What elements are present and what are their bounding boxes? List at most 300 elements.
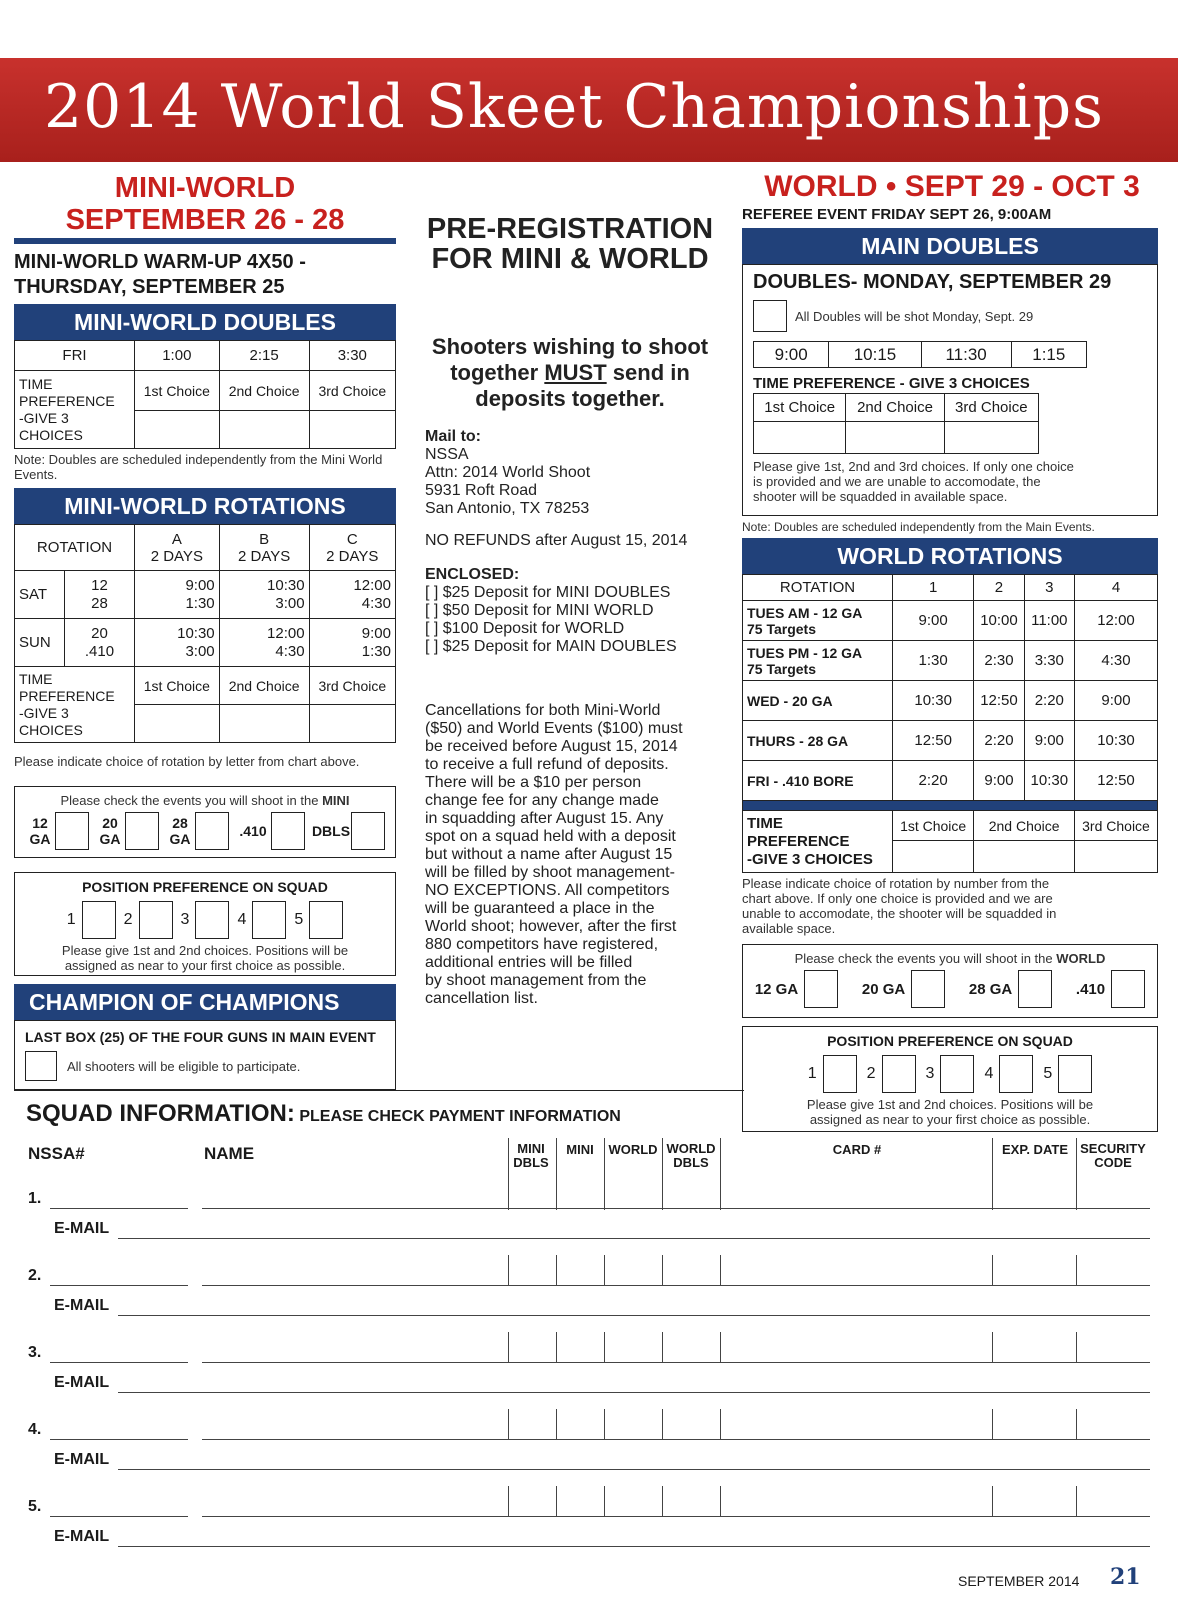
world-pos-4-box[interactable] [999,1055,1033,1093]
champion-note: All shooters will be eligible to participate. [67,1058,301,1074]
shooters-note [420,334,720,412]
world-rot-note-4: available space. [742,921,836,936]
world-rot-row-1-label [743,601,893,641]
payment-divider [662,1200,663,1210]
mini-pos-1 [67,901,116,939]
enclosed-item-2[interactable]: [ ] $50 Deposit for MINI WORLD [425,602,654,619]
rot-col-a-letter: A [171,530,182,548]
mini-pos-4 [237,901,286,939]
main-time-4[interactable]: 1:15 [1011,342,1086,368]
payment-divider [508,1200,509,1210]
sat-c-1: 12:00 [353,576,391,594]
col-name: NAME [204,1144,255,1163]
mini-dates: SEPTEMBER 26 - 28 [65,204,345,236]
world-rot-choice-3-input[interactable] [1074,841,1157,873]
world-pos-2-label: 2 [866,1065,876,1082]
col-world-dbls [662,1142,720,1170]
warmup-line-1: MINI-WORLD WARM-UP 4X50 - [14,251,306,273]
page-number: 21 [1110,1564,1141,1590]
email-label: E-MAIL [54,1528,110,1545]
mini-event-12-b: GA [29,831,51,847]
rot-4-2: 2:20 [974,721,1024,761]
payment-divider [720,1409,721,1439]
payment-divider [992,1200,993,1210]
address-line-2: Attn: 2014 World Shoot [425,464,591,481]
payment-divider [662,1486,663,1516]
world-pos-1-box[interactable] [823,1055,857,1093]
payment-divider [662,1255,663,1285]
hdr-div-4 [662,1138,663,1206]
main-time-3[interactable]: 11:30 [921,342,1011,368]
email-field[interactable] [118,1315,1150,1316]
mail-label: Mail to: [425,428,481,445]
all-doubles-row [753,300,1157,332]
payment-divider [604,1255,605,1285]
world-rot-choice-2-input[interactable] [974,841,1075,873]
mini-position-box [14,872,396,976]
mini-pos-2-label: 2 [123,911,133,928]
main-choice-1-input[interactable] [754,422,846,454]
world-pos-5-label: 5 [1043,1065,1053,1082]
cancel-line-10: will be filled by shoot management- [425,864,675,881]
rot-pref-l4: CHOICES [19,721,83,738]
world-rot-row-2-label [743,641,893,681]
rot-3-1: 10:30 [893,681,974,721]
mini-pos-3-box[interactable] [195,901,229,939]
doubles-time-3: 3:30 [309,341,395,371]
squad-row-number: 4. [28,1421,42,1438]
mini-pos-3-label: 3 [180,911,190,928]
squad-row-number: 3. [28,1344,42,1361]
mini-event-dbls-label: DBLS [311,823,351,839]
rot-choice-3: 3rd Choice [309,667,395,705]
pref-l4: CHOICES [19,426,83,443]
sun-ga-1: 20 [91,624,108,642]
enclosed-item-4[interactable]: [ ] $25 Deposit for MAIN DOUBLES [425,638,677,655]
mini-warmup [14,250,306,300]
email-label: E-MAIL [54,1374,110,1391]
mini-event-28-checkbox[interactable] [195,812,229,850]
world-position-note [743,1097,1157,1127]
rot-1-4: 12:00 [1074,601,1157,641]
world-position-note-2: assigned as near to your first choice as possible. [809,1112,1091,1127]
world-rot-col-3: 3 [1024,575,1074,601]
mini-event-20-b: GA [99,831,121,847]
mini-position-note-1: Please give 1st and 2nd choices. Positions will be [61,943,349,958]
mini-pos-5-label: 5 [294,911,304,928]
enclosed-label: ENCLOSED: [425,566,520,583]
payment-divider [604,1409,605,1439]
world-event-410-checkbox[interactable] [1111,970,1145,1008]
shooters-together: together [450,360,539,385]
rot-sun-b [219,619,309,667]
independent-note: Note: Doubles are scheduled independently from the Main Events. [742,520,1095,534]
world-rot-choice-1: 1st Choice [893,811,974,841]
rot-3-2: 12:50 [974,681,1024,721]
cancel-line-8: spot on a squad held with a deposit [425,828,676,845]
cancel-line-2: ($50) and World Events ($100) must [425,720,683,737]
rot-3-3: 2:20 [1024,681,1074,721]
mini-events-caption-bold: MINI [322,793,350,808]
mini-event-28-b: GA [169,831,191,847]
mini-event-12 [25,812,89,850]
mini-position-row [15,901,395,939]
rot-sat-c [309,571,395,619]
main-choice-1: 1st Choice [754,394,846,422]
col-mini-dbls-2: DBLS [513,1155,549,1170]
world-rot-col-2: 2 [974,575,1024,601]
rot-col-a-days: 2 DAYS [150,547,203,565]
world-rot-note-1: Please indicate choice of rotation by number from the [742,876,1050,891]
email-label: E-MAIL [54,1451,110,1468]
world-event-28 [969,970,1052,1008]
world-events-caption-bold: WORLD [1056,951,1106,966]
main-choice-2-input[interactable] [846,422,944,454]
mini-rotations-table [14,524,396,743]
world-event-12-checkbox[interactable] [804,970,838,1008]
mini-event-dbls-checkbox[interactable] [351,812,385,850]
mini-pos-2-box[interactable] [139,901,173,939]
world-rot-note-2: chart above. If only one choice is provided and we are [742,891,1053,906]
squad-title: SQUAD INFORMATION: [26,1100,295,1127]
doubles-choice-1-input[interactable] [135,411,220,449]
rot-col-a [135,525,220,571]
world-rot-row-5-label: FRI - .410 BORE [743,761,893,801]
cancel-line-6: change fee for any change made [425,792,659,809]
sun-a-2: 3:00 [185,642,215,660]
doubles-pref-label [15,371,135,449]
rot-choice-3-input[interactable] [309,705,395,743]
mini-rotations-bar: MINI-WORLD ROTATIONS [14,488,396,524]
rot-row-1-l1: TUES AM - 12 GA [747,604,863,621]
cancel-line-7: in squadding after August 15. Any [425,810,664,827]
mini-events-row [15,808,395,850]
world-pos-5-box[interactable] [1058,1055,1092,1093]
sun-b-1: 12:00 [267,624,305,642]
world-event-20 [862,970,945,1008]
world-rot-pref-label [743,811,893,873]
mini-event-28 [165,812,229,850]
sat-ga-1: 12 [91,576,108,594]
all-doubles-checkbox[interactable] [753,300,787,332]
email-field[interactable] [118,1469,1150,1470]
sun-b-2: 4:30 [275,642,305,660]
world-rotations-note [742,876,1158,936]
email-field[interactable] [118,1238,1150,1239]
world-event-20-checkbox[interactable] [911,970,945,1008]
prereg-title-1: PRE-REGISTRATION [426,213,714,245]
payment-divider [604,1332,605,1362]
payment-divider [1076,1409,1077,1439]
main-time-2[interactable]: 10:15 [829,342,921,368]
squad-top-rule [14,1090,744,1091]
world-events-caption [743,951,1157,966]
cancel-line-3: be received before August 15, 2014 [425,738,678,755]
world-pref-head: TIME PREFERENCE - GIVE 3 CHOICES [753,375,1030,392]
main-doubles-note [753,459,1149,504]
rot-1-2: 10:00 [974,601,1024,641]
rot-2-2: 2:30 [974,641,1024,681]
world-pos-4 [984,1055,1033,1093]
col-mini-dbls-1: MINI [517,1141,545,1156]
payment-divider [556,1332,557,1362]
col-security-1: SECURITY [1080,1141,1146,1156]
sun-c-2: 1:30 [361,642,391,660]
col-world-dbls-1: WORLD [666,1141,716,1156]
world-rot-col-1: 1 [893,575,974,601]
world-rot-note-3: unable to accomodate, the shooter will be squadded in [742,906,1057,921]
world-title: WORLD • SEPT 29 - OCT 3 [764,170,1140,203]
cancel-line-5: There will be a $10 per person [425,774,642,791]
cancel-line-1: Cancellations for both Mini-World [425,702,661,719]
col-world-dbls-2: DBLS [673,1155,709,1170]
mini-doubles-table [14,340,396,449]
name-field[interactable] [202,1208,1150,1209]
rot-2-3: 3:30 [1024,641,1074,681]
rot-row-sun-ga [65,619,135,667]
world-events-row [743,970,1157,1008]
rot-col-b-days: 2 DAYS [237,547,291,565]
rot-3-4: 9:00 [1074,681,1157,721]
world-rot-row-3-label: WED - 20 GA [743,681,893,721]
email-field[interactable] [118,1392,1150,1393]
rot-pref-label [15,667,135,743]
payment-divider [720,1486,721,1516]
main-time-1[interactable]: 9:00 [754,342,829,368]
world-event-410 [1076,970,1145,1008]
mini-event-410 [235,812,305,850]
doubles-day-heading: DOUBLES- MONDAY, SEPTEMBER 29 [753,271,1112,293]
payment-divider [1076,1486,1077,1516]
world-rotations-bar: WORLD ROTATIONS [742,538,1158,574]
world-position-note-1: Please give 1st and 2nd choices. Positions will be [806,1097,1094,1112]
doubles-choice-2-input[interactable] [219,411,309,449]
payment-divider [992,1255,993,1285]
mail-to [425,428,725,518]
world-event-28-checkbox[interactable] [1018,970,1052,1008]
doubles-time-2: 2:15 [219,341,309,371]
rot-5-4: 12:50 [1074,761,1157,801]
main-note-2: is provided and we are unable to accomodate, the [753,474,1041,489]
mini-event-28-a: 28 [172,815,188,831]
sat-a-1: 9:00 [185,576,215,594]
nssa-field[interactable] [50,1285,188,1286]
rot-5-3: 10:30 [1024,761,1074,801]
rot-row-sun-day: SUN [15,619,65,667]
world-pos-4-label: 4 [984,1065,994,1082]
world-rot-pref-2: -GIVE 3 CHOICES [747,850,873,868]
squad-heading [26,1100,621,1128]
squad-row-number: 5. [28,1498,42,1515]
main-doubles-bar: MAIN DOUBLES [742,228,1158,264]
mini-pos-2 [124,901,173,939]
sat-b-1: 10:30 [267,576,305,594]
payment-divider [508,1255,509,1285]
mini-event-dbls [311,812,385,850]
mini-pos-4-label: 4 [237,911,247,928]
world-rotations-table [742,574,1158,873]
doubles-choice-2: 2nd Choice [219,371,309,411]
main-choice-3: 3rd Choice [944,394,1038,422]
payment-divider [992,1332,993,1362]
rot-choice-2-input[interactable] [219,705,309,743]
shooters-send-in: send in [612,360,690,385]
rot-choice-1: 1st Choice [135,667,220,705]
champion-bar: CHAMPION OF CHAMPIONS [14,984,396,1020]
address-line-1: NSSA [425,446,469,463]
doubles-day: FRI [15,341,135,371]
world-event-410-label: .410 [1075,980,1106,998]
hdr-div-7 [1076,1138,1077,1206]
rot-choice-1-input[interactable] [135,705,220,743]
mini-position-note-2: assigned as near to your first choice as possible. [64,958,346,973]
no-refunds: NO REFUNDS after August 15, 2014 [425,532,688,549]
nssa-field[interactable] [50,1208,188,1209]
doubles-time-1: 1:00 [135,341,220,371]
col-exp: EXP. DATE [1002,1142,1068,1157]
rot-row-sat-ga [65,571,135,619]
banner-title: 2014 World Skeet Championships [44,72,1104,142]
rot-choice-2: 2nd Choice [219,667,309,705]
world-rot-col-4: 4 [1074,575,1157,601]
cancel-line-14: 880 competitors have registered, [425,936,659,953]
world-rot-separator [743,801,1158,811]
payment-divider [992,1486,993,1516]
world-event-20-label: 20 GA [861,980,906,998]
mini-doubles-bar: MINI-WORLD DOUBLES [14,304,396,340]
mini-pos-5-box[interactable] [309,901,343,939]
rot-2-4: 4:30 [1074,641,1157,681]
mini-title: MINI-WORLD [114,172,296,204]
hdr-div-3 [604,1138,605,1206]
world-position-title: POSITION PREFERENCE ON SQUAD [827,1033,1073,1049]
rot-sun-a [135,619,220,667]
mini-pos-3 [181,901,230,939]
rot-pref-l3: -GIVE 3 [19,704,69,721]
rot-5-2: 9:00 [974,761,1024,801]
rot-4-3: 9:00 [1024,721,1074,761]
name-field[interactable] [202,1439,1150,1440]
rot-2-1: 1:30 [893,641,974,681]
world-pos-3 [926,1055,975,1093]
enclosed-item-1[interactable]: [ ] $25 Deposit for MINI DOUBLES [425,584,671,601]
mini-pos-5 [294,901,343,939]
shooters-line-3: deposits together. [475,386,665,411]
payment-divider [720,1200,721,1210]
rotation-head: ROTATION [15,525,135,571]
main-note-1: Please give 1st, 2nd and 3rd choices. If only one choice [753,459,1074,474]
sat-b-2: 3:00 [275,594,305,612]
world-pos-5 [1043,1055,1092,1093]
mini-event-20-checkbox[interactable] [125,812,159,850]
world-events-caption-text: Please check the events you will shoot in the [794,951,1053,966]
payment-divider [556,1409,557,1439]
payment-divider [604,1200,605,1210]
mini-events-caption [15,793,395,808]
mini-divider [14,238,396,244]
champion-box [14,1020,396,1090]
payment-divider [1076,1332,1077,1362]
cancel-line-12: will be guaranteed a place in the [425,900,655,917]
mini-event-20 [95,812,159,850]
enclosed [425,566,725,656]
world-rot-choice-2: 2nd Choice [974,811,1075,841]
rot-col-b-letter: B [259,530,270,548]
mini-pos-1-box[interactable] [82,901,116,939]
sat-a-2: 1:30 [185,594,215,612]
shooters-line-1: Shooters wishing to shoot [431,334,709,359]
mini-position-note [15,943,395,973]
rot-5-1: 2:20 [893,761,974,801]
world-rot-choice-1-input[interactable] [893,841,974,873]
mini-pos-4-box[interactable] [252,901,286,939]
sat-c-2: 4:30 [361,594,391,612]
cancel-line-9: but without a name after August 15 [425,846,673,863]
payment-divider [662,1332,663,1362]
payment-divider [1076,1255,1077,1285]
cancel-line-15: additional entries will be filled [425,954,633,971]
warmup-line-2: THURSDAY, SEPTEMBER 25 [14,276,285,298]
mini-event-12-checkbox[interactable] [55,812,89,850]
email-field[interactable] [118,1546,1150,1547]
name-field[interactable] [202,1516,1150,1517]
mini-doubles-note: Note: Doubles are scheduled independently from the Mini World Events. [14,452,383,482]
world-event-12 [755,970,838,1008]
doubles-choice-3-input[interactable] [309,411,395,449]
nssa-field[interactable] [50,1439,188,1440]
rot-sun-c [309,619,395,667]
payment-divider [556,1486,557,1516]
world-pos-2-box[interactable] [882,1055,916,1093]
nssa-field[interactable] [50,1516,188,1517]
nssa-field[interactable] [50,1362,188,1363]
prereg-title-2: FOR MINI & WORLD [431,243,709,275]
enclosed-item-3[interactable]: [ ] $100 Deposit for WORLD [425,620,625,637]
main-choice-3-input[interactable] [944,422,1038,454]
mini-event-12-a: 12 [32,815,48,831]
mini-position-title: POSITION PREFERENCE ON SQUAD [82,879,328,895]
name-field[interactable] [202,1362,1150,1363]
mini-pos-1-label: 1 [66,911,76,928]
footer-month: SEPTEMBER 2014 [958,1573,1080,1589]
main-doubles-times [753,341,1087,368]
hdr-div-6 [992,1138,993,1206]
main-doubles-box [742,264,1158,516]
rot-row-2-l1: TUES PM - 12 GA [747,644,863,661]
rot-col-c-days: 2 DAYS [326,547,379,565]
address-line-4: San Antonio, TX 78253 [425,500,590,517]
email-label: E-MAIL [54,1220,110,1237]
cancel-line-13: World shoot; however, after the first [425,918,677,935]
world-events-box [742,944,1158,1018]
shooters-must: MUST [544,360,607,385]
world-rot-choice-3: 3rd Choice [1074,811,1157,841]
world-rot-head: ROTATION [743,575,893,601]
champion-checkbox[interactable] [25,1051,57,1081]
world-pos-3-box[interactable] [940,1055,974,1093]
name-field[interactable] [202,1285,1150,1286]
cancel-line-17: cancellation list. [425,990,538,1007]
payment-divider [604,1486,605,1516]
sun-a-1: 10:30 [177,624,215,642]
rot-4-1: 12:50 [893,721,974,761]
payment-divider [556,1255,557,1285]
squad-row-number: 2. [28,1267,42,1284]
cancel-line-16: by shoot management from the [425,972,647,989]
mini-event-410-checkbox[interactable] [271,812,305,850]
world-pos-2 [867,1055,916,1093]
payment-divider [508,1332,509,1362]
